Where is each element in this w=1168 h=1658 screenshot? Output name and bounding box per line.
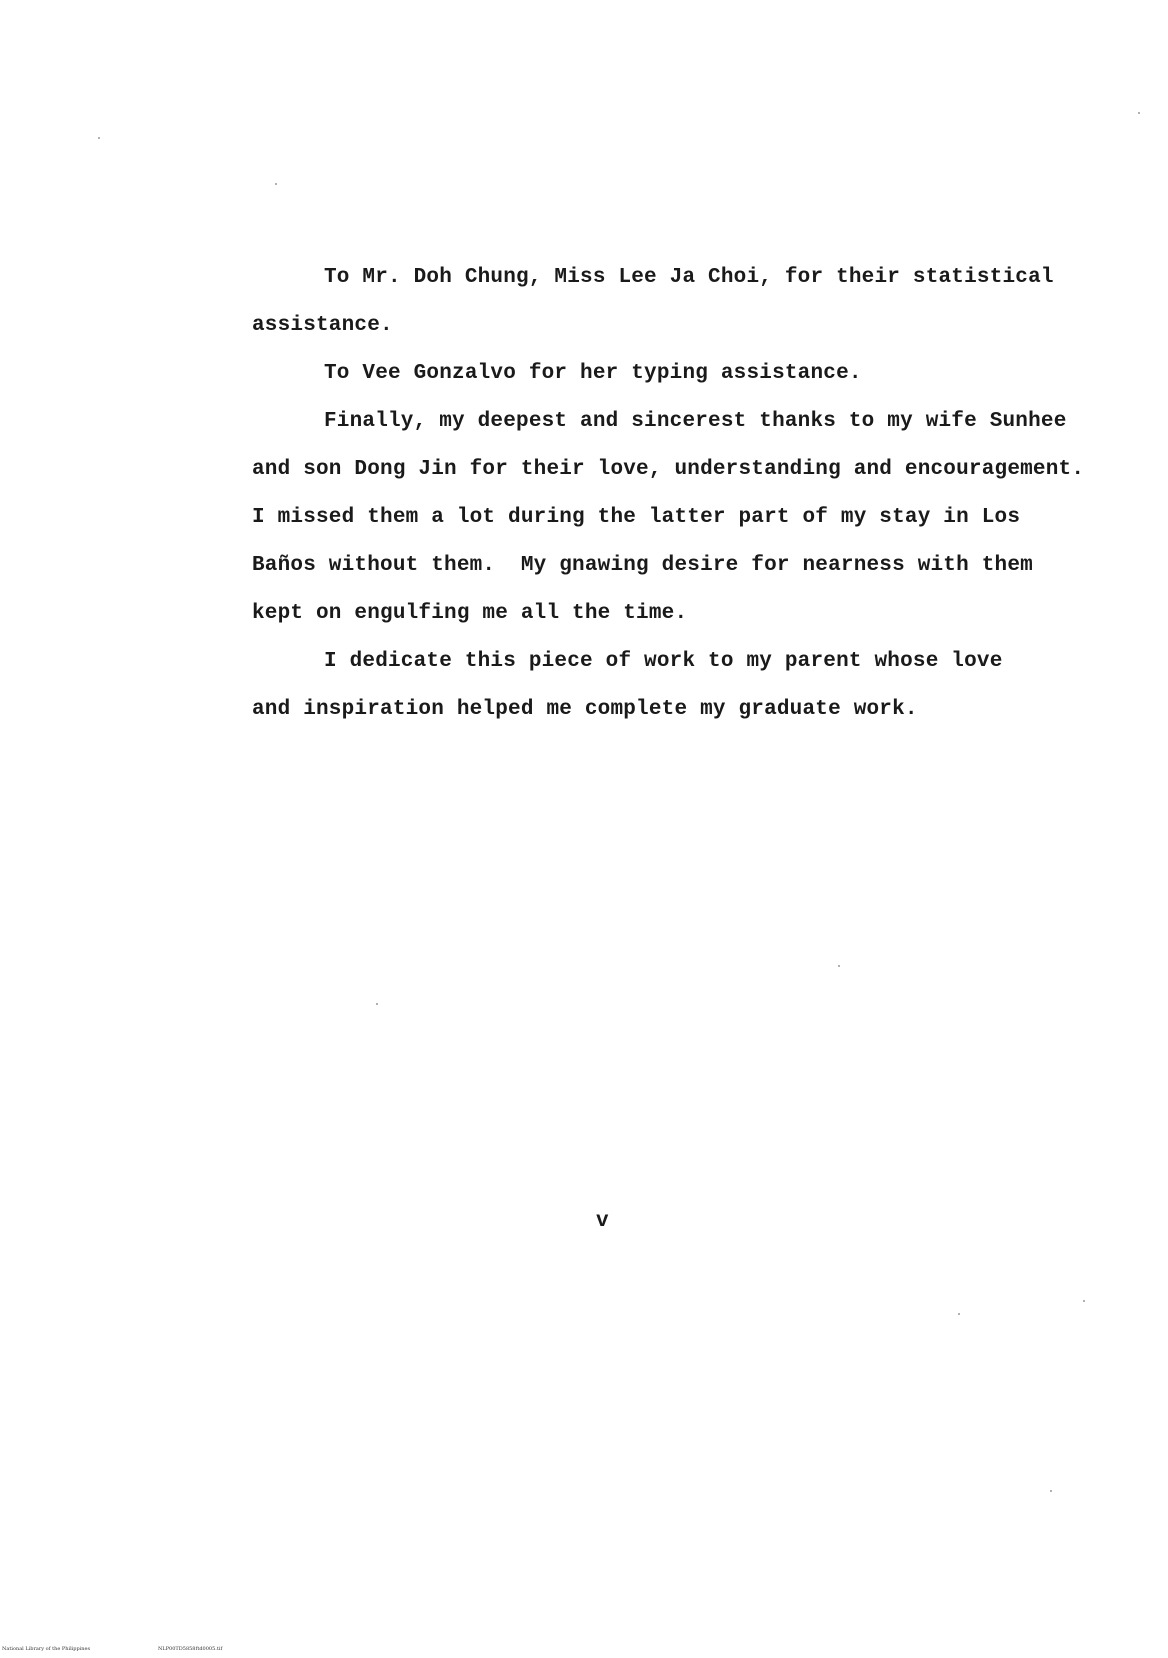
scan-speck [958, 1313, 960, 1315]
text-line-6: I missed them a lot during the latter part of my stay in Los [252, 506, 1021, 529]
scan-speck [1083, 1300, 1085, 1302]
scan-speck [275, 183, 277, 185]
text-line-8: kept on engulfing me all the time. [252, 602, 688, 625]
text-line-2: assistance. [252, 314, 393, 337]
text-line-7: Baños without them. My gnawing desire for nearness with them [252, 554, 1033, 577]
footer-file-label: NLP00TD5858ftd0005.tif [158, 1646, 223, 1652]
scan-speck [1138, 112, 1140, 114]
text-line-1: To Mr. Doh Chung, Miss Lee Ja Choi, for their statistical [324, 266, 1054, 289]
footer-library-label: National Library of the Philippines [2, 1646, 91, 1652]
page-number: v [596, 1210, 609, 1233]
scan-speck [98, 137, 100, 139]
text-line-5: and son Dong Jin for their love, understanding and encouragement. [252, 458, 1085, 481]
scan-speck [1050, 1490, 1052, 1492]
scan-speck [838, 965, 840, 967]
text-line-10: and inspiration helped me complete my graduate work. [252, 698, 918, 721]
scan-speck [376, 1003, 378, 1005]
text-line-4: Finally, my deepest and sincerest thanks to my wife Sunhee [324, 410, 1067, 433]
text-line-9: I dedicate this piece of work to my parent whose love [324, 650, 1003, 673]
text-line-3: To Vee Gonzalvo for her typing assistance. [324, 362, 862, 385]
